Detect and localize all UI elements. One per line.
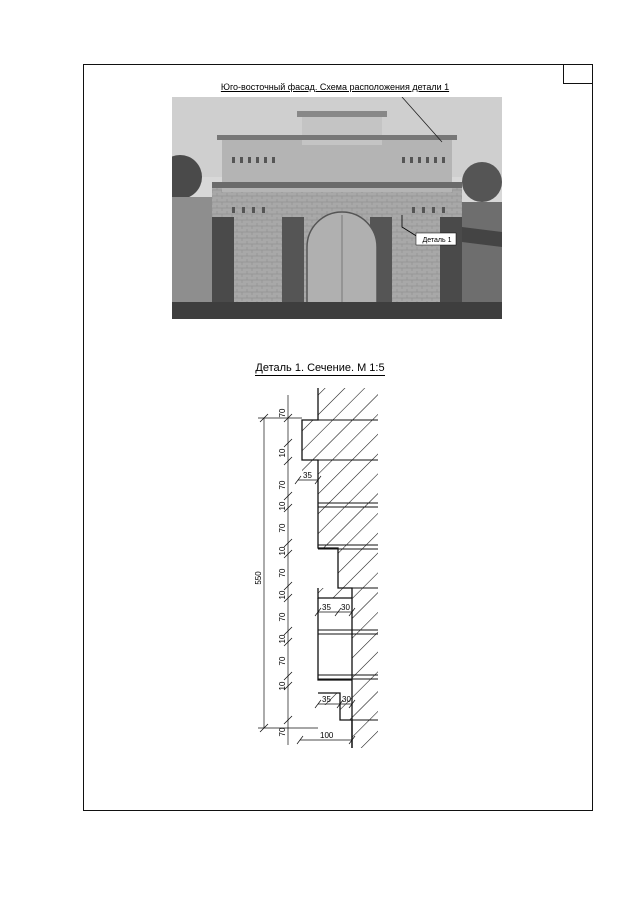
dim-label: 30 bbox=[342, 695, 351, 704]
dim-label: 10 bbox=[278, 634, 287, 644]
dim-label: 70 bbox=[278, 727, 287, 737]
dim-label: 35 bbox=[322, 695, 331, 704]
dim-label: 70 bbox=[278, 480, 287, 490]
dim-label: 70 bbox=[278, 656, 287, 666]
dim-label: 70 bbox=[278, 408, 287, 418]
dim-label: 35 bbox=[303, 471, 312, 480]
dim-label: 70 bbox=[278, 568, 287, 578]
dim-label: 10 bbox=[278, 501, 287, 511]
dimension-ticks bbox=[260, 414, 292, 732]
dim-label: 10 bbox=[278, 546, 287, 556]
photo-title: Юго-восточный фасад. Схема расположения детали 1 bbox=[220, 82, 450, 92]
photo-callout-label: Деталь 1 bbox=[422, 237, 452, 244]
vertical-dim-labels bbox=[278, 408, 287, 736]
dim-label: 10 bbox=[278, 590, 287, 600]
dim-label: 10 bbox=[278, 681, 287, 691]
dim-label: 100 bbox=[320, 731, 334, 740]
dim-label: 10 bbox=[278, 448, 287, 458]
dim-label: 30 bbox=[341, 603, 350, 612]
dim-label: 70 bbox=[278, 612, 287, 622]
dim-label: 35 bbox=[322, 603, 331, 612]
section-title-text: Деталь 1. Сечение. М 1:5 bbox=[255, 362, 385, 374]
dim-label: 70 bbox=[278, 523, 287, 533]
dim-overall: 550 bbox=[254, 571, 263, 585]
